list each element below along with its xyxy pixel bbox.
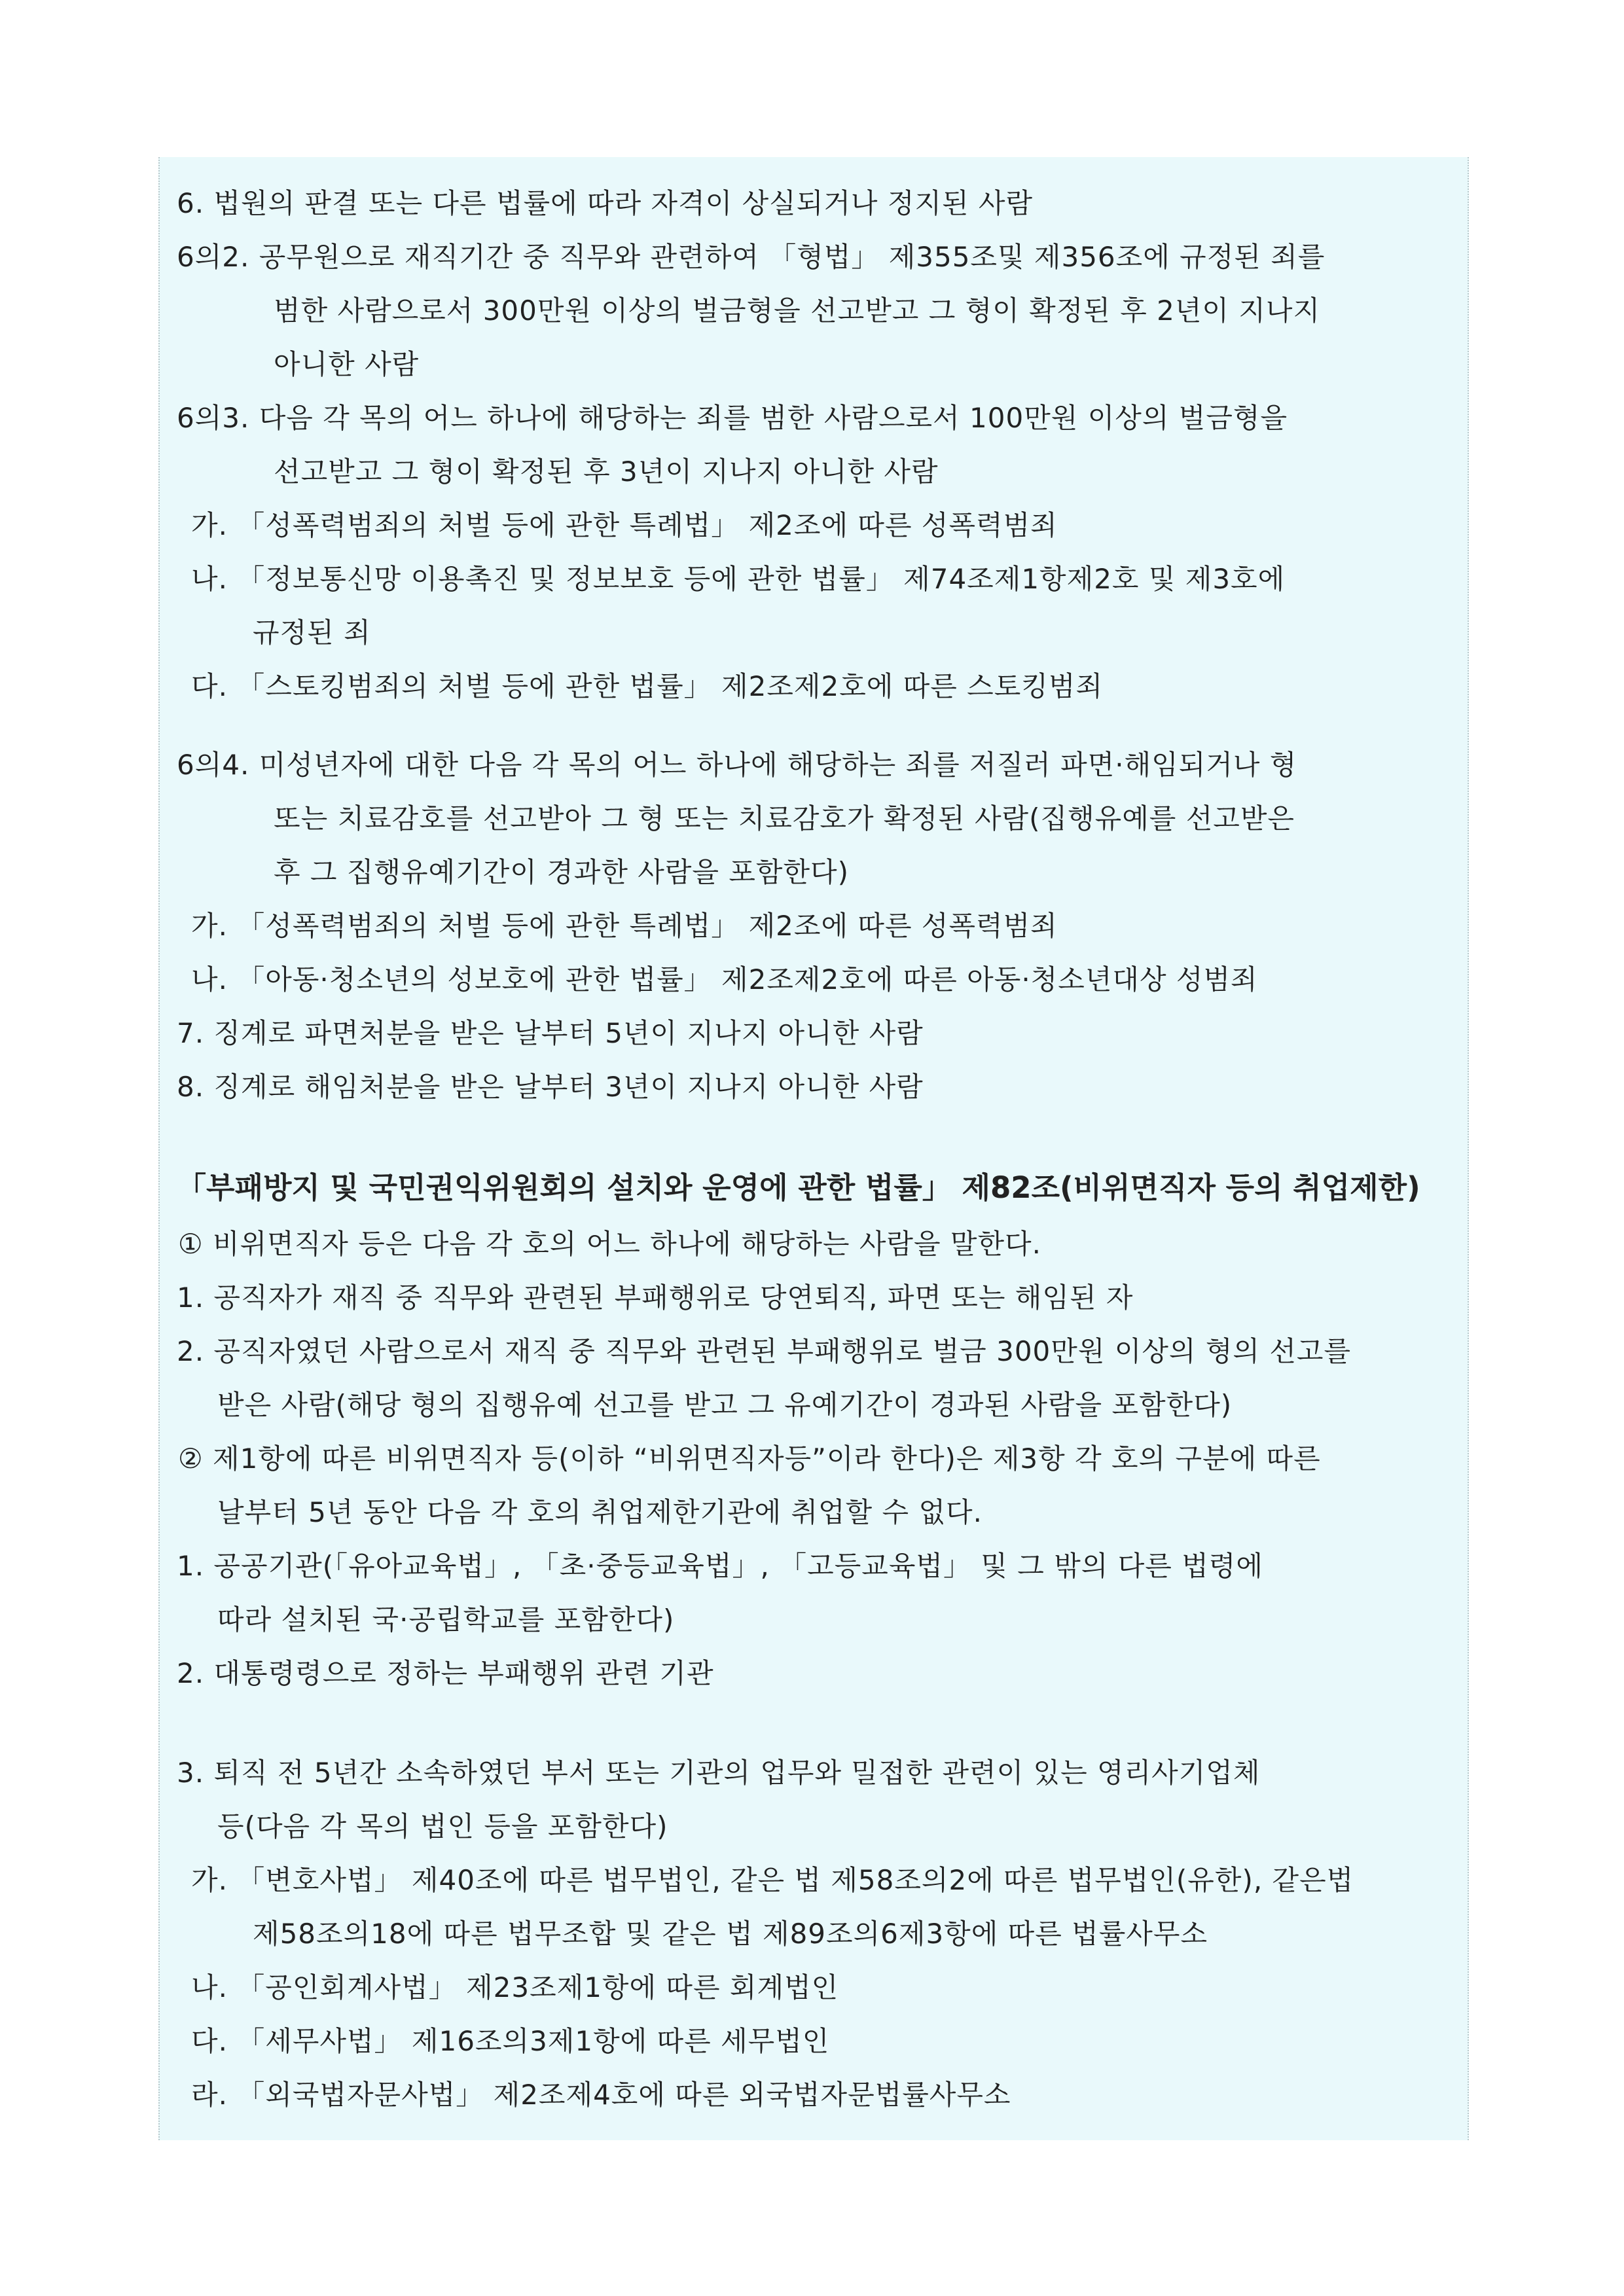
text-line: 6의2. 공무원으로 재직기간 중 직무와 관련하여 「형법」 제355조및 제356조에 규정된 죄를	[177, 241, 1326, 273]
text-line: 1. 공직자가 재직 중 직무와 관련된 부패행위로 당연퇴직, 파면 또는 해임된 자	[177, 1282, 1134, 1314]
text-line: ② 제1항에 따른 비위면직자 등(이하 “비위면직자등”이라 한다)은 제3항 각 호의 구분에 따른	[178, 1443, 1321, 1475]
text-line: ① 비위면직자 등은 다음 각 호의 어느 하나에 해당하는 사람을 말한다.	[178, 1228, 1041, 1260]
text-line: 1. 공공기관(「유아교육법」, 「초·중등교육법」, 「고등교육법」 및 그 밖의 다른 법령에	[177, 1550, 1263, 1582]
text-line: 라. 「외국법자문사법」 제2조제4호에 따른 외국법자문법률사무소	[191, 2079, 1011, 2111]
section-title: 「부패방지 및 국민권익위원회의 설치와 운영에 관한 법률」 제82조(비위면직자 등의 취업제한)	[177, 1170, 1420, 1205]
text-line: 따라 설치된 국·공립학교를 포함한다)	[217, 1604, 675, 1636]
text-line: 규정된 죄	[253, 617, 371, 649]
text-line: 나. 「아동·청소년의 성보호에 관한 법률」 제2조제2호에 따른 아동·청소년대상 성범죄	[191, 963, 1258, 996]
text-line: 가. 「변호사법」 제40조에 따른 법무법인, 같은 법 제58조의2에 따른 법무법인(유한), 같은법	[191, 1864, 1354, 1896]
text-line: 다. 「스토킹범죄의 처벌 등에 관한 법률」 제2조제2호에 따른 스토킹범죄	[191, 670, 1104, 702]
text-line: 6의3. 다음 각 목의 어느 하나에 해당하는 죄를 범한 사람으로서 100만원 이상의 벌금형을	[177, 402, 1288, 434]
text-line: 가. 「성폭력범죄의 처벌 등에 관한 특례법」 제2조에 따른 성폭력범죄	[191, 910, 1058, 942]
text-line: 받은 사람(해당 형의 집행유예 선고를 받고 그 유예기간이 경과된 사람을 포함한다)	[217, 1389, 1233, 1421]
text-line: 8. 징계로 해임처분을 받은 날부터 3년이 지나지 아니한 사람	[177, 1071, 924, 1103]
text-line: 가. 「성폭력범죄의 처벌 등에 관한 특례법」 제2조에 따른 성폭력범죄	[191, 509, 1058, 541]
text-line: 날부터 5년 동안 다음 각 호의 취업제한기관에 취업할 수 없다.	[217, 1496, 983, 1528]
text-line: 2. 대통령령으로 정하는 부패행위 관련 기관	[177, 1657, 714, 1689]
text-line: 3. 퇴직 전 5년간 소속하였던 부서 또는 기관의 업무와 밀접한 관련이 있는 영리사기업체	[177, 1757, 1261, 1789]
text-line: 아니한 사람	[274, 348, 420, 380]
text-line: 제58조의18에 따른 법무조합 및 같은 법 제89조의6제3항에 따른 법률사무소	[253, 1918, 1208, 1950]
text-line: 후 그 집행유예기간이 경과한 사람을 포함한다)	[274, 856, 850, 888]
text-line: 다. 「세무사법」 제16조의3제1항에 따른 세무법인	[191, 2025, 830, 2057]
text-line: 선고받고 그 형이 확정된 후 3년이 지나지 아니한 사람	[274, 456, 939, 488]
text-line: 7. 징계로 파면처분을 받은 날부터 5년이 지나지 아니한 사람	[177, 1017, 924, 1049]
text-line: 2. 공직자였던 사람으로서 재직 중 직무와 관련된 부패행위로 벌금 300만원 이상의 형의 선고를	[177, 1335, 1352, 1367]
text-line: 범한 사람으로서 300만원 이상의 벌금형을 선고받고 그 형이 확정된 후 2년이 지나지	[274, 295, 1321, 327]
text-line: 또는 치료감호를 선고받아 그 형 또는 치료감호가 확정된 사람(집행유예를 선고받은	[274, 802, 1295, 834]
text-line: 6. 법원의 판결 또는 다른 법률에 따라 자격이 상실되거나 정지된 사람	[177, 187, 1034, 219]
text-line: 등(다음 각 목의 법인 등을 포함한다)	[217, 1810, 668, 1842]
text-line: 6의4. 미성년자에 대한 다음 각 목의 어느 하나에 해당하는 죄를 저질러 파면·해임되거나 형	[177, 749, 1297, 781]
text-line: 나. 「공인회계사법」 제23조제1항에 따른 회계법인	[191, 1971, 839, 2003]
text-line: 나. 「정보통신망 이용촉진 및 정보보호 등에 관한 법률」 제74조제1항제2호 및 제3호에	[191, 563, 1286, 595]
